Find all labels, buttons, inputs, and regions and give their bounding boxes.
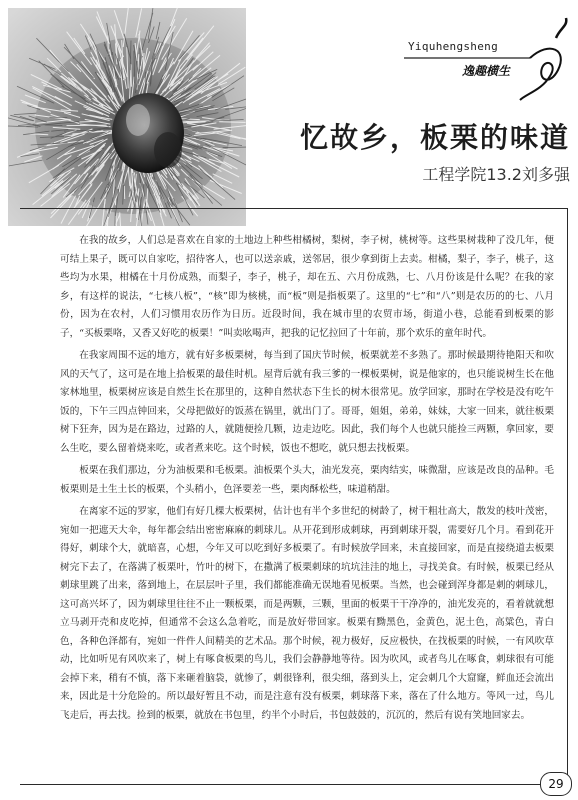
paragraph-3: 板栗在我们那边，分为油板栗和毛板栗。油板栗个头大，油光发亮，栗肉结实，味微甜，应该是改良的品种。毛板栗则是土生土长的板栗，个头稍小，色泽要差一些，栗肉酥松些，味道稍甜。 <box>60 465 554 495</box>
chestnut-photo <box>8 8 246 226</box>
article-byline: 工程学院13.2刘多强 <box>422 165 570 184</box>
chestnut-burr-image <box>8 8 246 226</box>
article-title: 忆故乡，板栗的味道 <box>299 121 570 154</box>
column-name-en: Yiquhengsheng <box>408 40 498 53</box>
paragraph-4: 在离家不远的罗家，他们有好几棵大板栗树，估计也有半个多世纪的树龄了，树干粗壮高大，散发的枝叶茂密，宛如一把遮天大伞，每年都会结出密密麻麻的刺球儿。从开花到形成刺球，再到刺球开裂，需要好几个月。看到花开得好，刺球个大，就暗喜，心想，今年又可以吃到好多板栗了。有时候放学回来，未直接回家，而是直接绕道去板栗树完下去了，在落满了板栗叶，竹叶的树下，在撒满了板栗刺球的坑坑洼洼的地上，寻找美食。有时候，板栗已经从刺球里跳了出来，落到地上，在层层叶子里，我们都能准确无误地看见板栗。当然，也会碰到浑身都是刺的刺球儿，这可高兴坏了，因为刺球里往往不止一颗板栗，而是两颗，三颗，里面的板栗干干净净的，油光发亮的，看着就就想立马剥开壳和皮吃掉，但通常不会这么急着吃，而是放好带回家。板栗有黝黑色，金黄色，泥土色，高粱色，青白色，各种色泽都有，宛如一件件人间精美的艺术品。那个时候，视力极好，反应极快，在找板栗的时候，一有风吹草动，比如听见有风吹来了，树上有啄食板栗的鸟儿，我们会静静地等待。因为吹风，或者鸟儿在啄食，刺球很有可能会掉下来，稍有不慎，落下来砸着脑袋，就惨了，刺很锋利，很尖细，落到头上，定会刺几个大窟窿，鲜血还会流出来，因此是十分危险的。所以最好暂且不动，而是注意有没有板栗，刺球落下来，落在了什么地方。等风一过，鸟儿飞走后，再去找。捡到的板栗，就放在书包里，约半个小时后，书包鼓鼓的，沉沉的，然后有说有笑地回家去。 <box>60 506 554 721</box>
column-brand <box>400 10 570 102</box>
paragraph-2: 在我家周围不远的地方，就有好多板栗树，每当到了国庆节时候，板栗就差不多熟了。那时候最期待艳阳天和吹风的天气了，这可是在地上拾板栗的最佳时机。屋背后就有我三爹的一棵板栗树，说是他家的，也只能说树生长在他家林地里，板栗树应该是自然生长在那里的，这种自然状态下生长的树木很常见。放学回家，那时在学校是没有吃午饭的，下午三四点钟回来，父母把做好的饭蒸在锅里，就出门了。哥哥，姐姐，弟弟，妹妹，大家一回来，就往板栗树下狂奔，因为是在路边，过路的人，就随便捡几颗，边走边吃。因此，我们每个人也就只能捡三两颗，拿回家，要么生吃，要么留着烧来吃，或者煮来吃。这个时候，饭也不想吃，就只想去找板栗。 <box>60 350 554 454</box>
column-name-cn: 逸趣横生 <box>462 64 511 78</box>
page-frame-bottom <box>20 784 540 785</box>
page-number: 29 <box>540 772 572 796</box>
paragraph-1: 在我的故乡，人们总是喜欢在自家的土地边上种些柑橘树，梨树，李子树，桃树等。这些果树栽种了没几年，便可结上果子，既可以自家吃，招待客人，也可以送亲戚，送邻居，很少拿到街上去卖。柑橘，梨子，李子，桃子，这些均为水果，柑橘在十月份成熟，而梨子，李子，桃子，却在五、六月份成熟，七、八月份该是什么呢？在我的家乡，有这样的说法，“七核八板”，“核”即为核桃，而“板”则是指板栗了。这里的“七”和“八”则是农历的的七、八月份，因为在农村，人们习惯用农历作为日历。近段时间，我在城市里的农贸市场，街道小巷，总能看到板栗的影子，“买板栗咯，又香又好吃的板栗！”叫卖吆喝声，把我的记忆拉回了十年前，那个欢乐的童年时代。 <box>60 235 554 339</box>
brand-swirl-icon <box>400 10 570 102</box>
article-body <box>60 232 554 729</box>
